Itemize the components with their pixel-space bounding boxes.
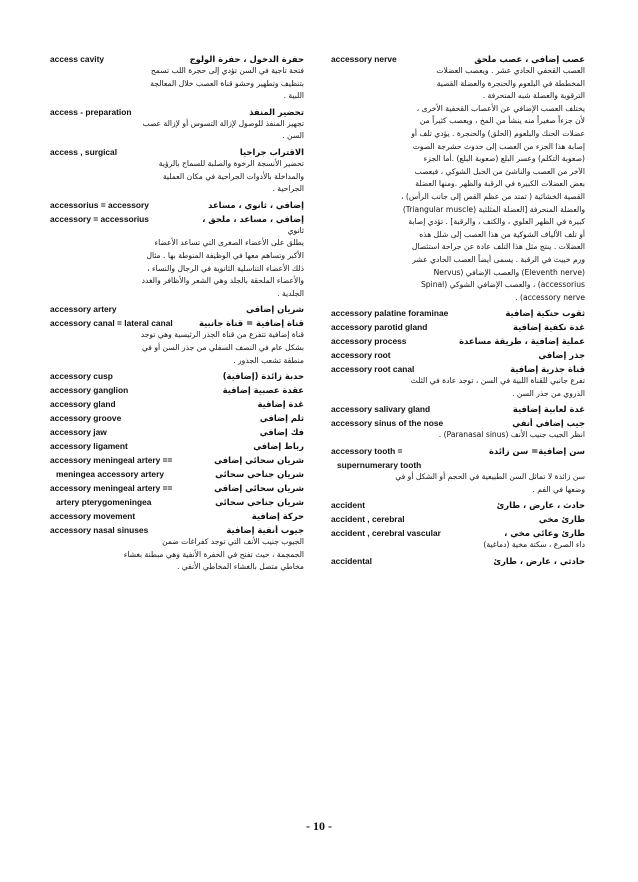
dictionary-entry (50, 427, 304, 437)
entry-term-arabic: شريان سحائي إضافي (214, 455, 304, 466)
entry-term-english: accessory sinus of the nose (331, 418, 444, 429)
dictionary-entry (50, 304, 304, 314)
dictionary-entry (331, 364, 585, 400)
dictionary-entry (50, 399, 304, 409)
entry-term-arabic: عقدة عصبية إضافية (222, 385, 304, 396)
entry-definition: تجهيز المنفذ للوصول لإزالة التسوس أو لإزالة عصب السن . (142, 118, 304, 141)
entry-headline (331, 322, 585, 332)
entry-headline (331, 336, 585, 346)
entry-term-arabic: حادث ، عارض ، طارئ (496, 500, 585, 511)
dictionary-entry (331, 446, 585, 456)
entry-term-arabic: حادثي ، عارض ، طارئ (493, 555, 585, 566)
entry-term-arabic: حفرة الدخول ، حفرة الولوج (189, 54, 304, 64)
entry-term-arabic: جيوب أنفية إضافية (226, 525, 304, 536)
entry-term-arabic: إضافي ، ثانوي ، مساعد (208, 199, 304, 210)
entry-term-english: accessory process (331, 336, 407, 347)
dictionary-entry (331, 336, 585, 346)
entry-term-english: accessory parotid gland (331, 322, 428, 333)
entry-definition: ثانوي يطلق على الأعضاء الصغرى التي تساعد الأعضاء الأكبر وتساهم معها في الوظيفة المنوطة بها . مثال ذلك الأعضاء التناسلية الثانوية في الرجال والنساء ، والأعضاء الملحقة بالجلد وهي الشعر والأظافر والغدد الجلدية . (141, 225, 304, 298)
dictionary-entry (50, 525, 304, 574)
dictionary-entry (50, 483, 304, 493)
dictionary-entry (50, 441, 304, 451)
entry-term-english: accessory salivary gland (331, 404, 431, 415)
dictionary-entry (50, 214, 304, 301)
dictionary-entry (50, 413, 304, 423)
entry-term-arabic: ثقوب حنكية إضافية (505, 308, 585, 319)
entry-term-english: access , surgical (50, 146, 118, 157)
entry-definition: الجيوب جنيب الأنف التي توجد كفراغات ضمن الجمجمة ، حيث تفتح في الحفرة الأنفية وهي مبطنة بغشاء مخاطي متصل بالغشاء المخاطي الأنفي . (123, 537, 304, 572)
entry-term-arabic: غدة لعابية إضافية (512, 404, 585, 415)
entry-headline (50, 318, 304, 328)
entry-definition: قناة إضافية تتفرع من قناة الجذر الرئيسية وهي توجد بشكل عام في النصف السفلي من جذر السن أو في منطقة تشعب الجذور . (140, 330, 304, 365)
entry-headline (50, 304, 304, 314)
left-column (50, 54, 304, 578)
entry-term-english: accessory groove (50, 413, 122, 424)
dictionary-entry (50, 200, 304, 210)
entry-term-english: artery pterygomeningea (56, 497, 152, 508)
entry-term-english: access - preparation (50, 106, 132, 117)
entry-term-arabic: ثلم إضافي (259, 413, 304, 424)
entry-headline (331, 514, 585, 524)
entry-term-english: accessory gland (50, 399, 116, 410)
entry-term-arabic: شريان جناحي سحائي (215, 497, 304, 508)
entry-term-arabic: طارئ وعائي مخي ، (504, 528, 585, 539)
entry-term-arabic: غدة إضافية (257, 399, 304, 410)
entry-headline (50, 455, 304, 465)
entry-headline (50, 525, 304, 535)
entry-headline (50, 107, 304, 117)
entry-headline (50, 147, 304, 157)
entry-headline (50, 511, 304, 521)
dictionary-entry (50, 511, 304, 521)
entry-headline (331, 418, 585, 428)
entry-headline (50, 385, 304, 395)
entry-term-arabic: إضافي ، مساعد ، ملحق ، (202, 213, 304, 224)
entry-term-english: accessory movement (50, 511, 136, 522)
entry-definition: انظر الجيب جنيب الأنف (Paranasal sinus) . (438, 430, 585, 440)
dictionary-entry (50, 497, 304, 507)
entry-definition: العصب القحفي الحادي عشر . ويعصب العضلات المخططة في البلعوم والحنجرة والعضلة القصية الترقوية والعضلة شبه المنحرفة . يختلف العصب الإضافي عن الأعصاب القحفية الأخرى ، لأن جزءاً صغيراً منه ينشأ من المخ ، ويعصب كثيراً من عضلات الحنك والبلعوم (الحلق) والحنجرة . يؤدي تلف أو إصابة هذا الجزء من العصب إلى حدوث حشرجة الصوت (صعوبة التكلم) وعسر البلع (صعوبة البلع) .أما الجزء الآخر من العصب والناشئ من الحبل الشوكي ، فيعصب بعض العضلات الكبيرة في الرقبة والظهر .ومنها العضلة القصية الخشائية ( تمتد من عظم القص إلى جانب الرأس) ، والعضلة المنحرفة [العضلة المثلثية (Triangular muscle) كبيرة في الظهر العلوي ، والكتف ، والرقبة] . تؤدي إصابة أو تلف الألياف الشوكية من هذا العصب إلى شلل هذه العضلات . ينتج مثل هذا التلف عادة عن جراحة استئصال ورم خبيث في الرقبة . يسمى أيضاً العصب الحادي عشر (Eleventh nerve) والعصب الإضافي (Nervus accessorius) ، والعصب الإضافي الشوكي (Spinal accessory nerve) . (401, 66, 585, 302)
dictionary-entry (50, 371, 304, 381)
right-column (331, 54, 585, 570)
dictionary-entry (50, 318, 304, 367)
dictionary-entry (50, 455, 304, 465)
entry-headline (50, 214, 304, 224)
entry-term-arabic: طارئ مخي (538, 514, 585, 525)
entry-headline (331, 446, 585, 456)
entry-headline (331, 404, 585, 414)
entry-headline (331, 556, 585, 566)
entry-term-english: accessory ganglion (50, 385, 129, 396)
dictionary-entry (331, 528, 585, 552)
entry-term-english: accessorius = accessory (50, 199, 149, 210)
entry-term-arabic: رباط إضافي (253, 441, 304, 452)
entry-headline (50, 441, 304, 451)
entry-term-english: accident , cerebral (331, 514, 405, 525)
entry-term-english: accessory meningeal artery == (50, 455, 173, 466)
entry-headline (331, 460, 585, 470)
entry-headline (331, 500, 585, 510)
entry-term-arabic: عصب إضافي ، عصب ملحق (474, 54, 585, 64)
dictionary-entry (50, 385, 304, 395)
entry-term-english: accident (331, 500, 365, 511)
entry-headline (50, 497, 304, 507)
entry-definition: تحضير الأنسجة الرخوة والصلبة للسماح بالرؤية والمداخلة بالأدوات الجراحية في مكان العملية الجراحية . (158, 158, 304, 194)
entry-headline (331, 350, 585, 360)
entry-term-english: supernumerary tooth (337, 460, 422, 471)
entry-headline (331, 54, 585, 64)
entry-term-english: accessory cusp (50, 371, 113, 382)
dictionary-entry (50, 107, 304, 143)
entry-term-arabic: جذر إضافي (538, 350, 585, 361)
entry-headline (50, 371, 304, 381)
page-number: - 10 - (306, 819, 332, 833)
entry-term-english: access cavity (50, 54, 105, 64)
dictionary-entry (331, 322, 585, 332)
entry-definition: فتحة تاجية في السن تؤدي إلى حجرة اللب تسمح بتنظيف وتطهير وحشو قناة العصب خلال المعالجة اللبية . (150, 66, 304, 101)
dictionary-entry (50, 54, 304, 103)
dictionary-entry (331, 514, 585, 524)
entry-term-english: accident , cerebral vascular (331, 528, 441, 539)
dictionary-entry (50, 469, 304, 479)
dictionary-entry (331, 54, 585, 304)
entry-definition: سن زائدة لا تماثل السن الطبيعية في الحجم أو الشكل أو في وضعها في الفم . (395, 472, 585, 494)
entry-term-english: accessory artery (50, 304, 117, 315)
dictionary-entry (50, 147, 304, 196)
entry-term-arabic: جيب إضافي أنفي (512, 418, 585, 429)
dictionary-entry (331, 556, 585, 566)
entry-term-english: accessory meningeal artery == (50, 483, 173, 494)
entry-headline (50, 399, 304, 409)
entry-term-english: accessory nasal sinuses (50, 525, 149, 536)
entry-headline (331, 308, 585, 318)
entry-term-arabic: حدبة زائدة (إضافية) (222, 371, 304, 382)
entry-term-english: accessory palatine foraminae (331, 308, 449, 319)
entry-term-arabic: عملية إضافية ، طريقة مساعدة (459, 336, 585, 347)
entry-headline (50, 413, 304, 423)
entry-headline (50, 469, 304, 479)
entry-headline (50, 483, 304, 493)
entry-term-arabic: شريان سحائي إضافي (214, 483, 304, 494)
entry-term-english: accessory tooth = (331, 446, 403, 457)
entry-term-english: accessory nerve (331, 54, 397, 64)
entry-headline (331, 528, 585, 538)
entry-term-english: accessory root (331, 350, 391, 361)
dictionary-entry (331, 350, 585, 360)
entry-term-english: accidental (331, 555, 372, 566)
dictionary-entry (331, 500, 585, 510)
entry-term-arabic: شريان إضافي (246, 304, 304, 315)
entry-headline (50, 200, 304, 210)
entry-term-english: meningea accessory artery (56, 469, 165, 480)
entry-term-english: accessory jaw (50, 427, 107, 438)
entry-term-arabic: تحضير المنفذ (249, 106, 304, 117)
entry-term-english: accessory = accessorius (50, 213, 149, 224)
entry-headline (331, 364, 585, 374)
entry-term-arabic: غدة نكفية إضافية (513, 322, 585, 333)
entry-headline (50, 427, 304, 437)
dictionary-entry (331, 460, 585, 496)
entry-term-arabic: قناة إضافية = قناة جانبية (199, 318, 304, 329)
entry-term-arabic: قناة جذرية إضافية (510, 364, 585, 375)
entry-term-arabic: سن إضافية= سن زائدة (488, 446, 585, 457)
entry-term-english: accessory ligament (50, 441, 128, 452)
entry-term-english: accessory canal = lateral canal (50, 318, 173, 329)
entry-term-arabic: حركة إضافية (251, 511, 304, 522)
dictionary-entry (331, 418, 585, 442)
entry-definition: تفرع جانبي للقناة اللبية في السن ، توجد عادة في الثلث الذروي من جذر السن . (410, 376, 585, 398)
entry-headline (50, 54, 304, 64)
entry-term-arabic: فك إضافي (259, 427, 304, 438)
dictionary-entry (331, 404, 585, 414)
entry-term-english: accessory root canal (331, 364, 415, 375)
entry-term-arabic: شريان جناحي سحائي (215, 469, 304, 480)
entry-term-arabic: الاقتراب جراحيا (239, 146, 304, 157)
dictionary-entry (331, 308, 585, 318)
entry-definition: داء الصرع ، سكتة مخية (دماغية) (483, 540, 585, 550)
